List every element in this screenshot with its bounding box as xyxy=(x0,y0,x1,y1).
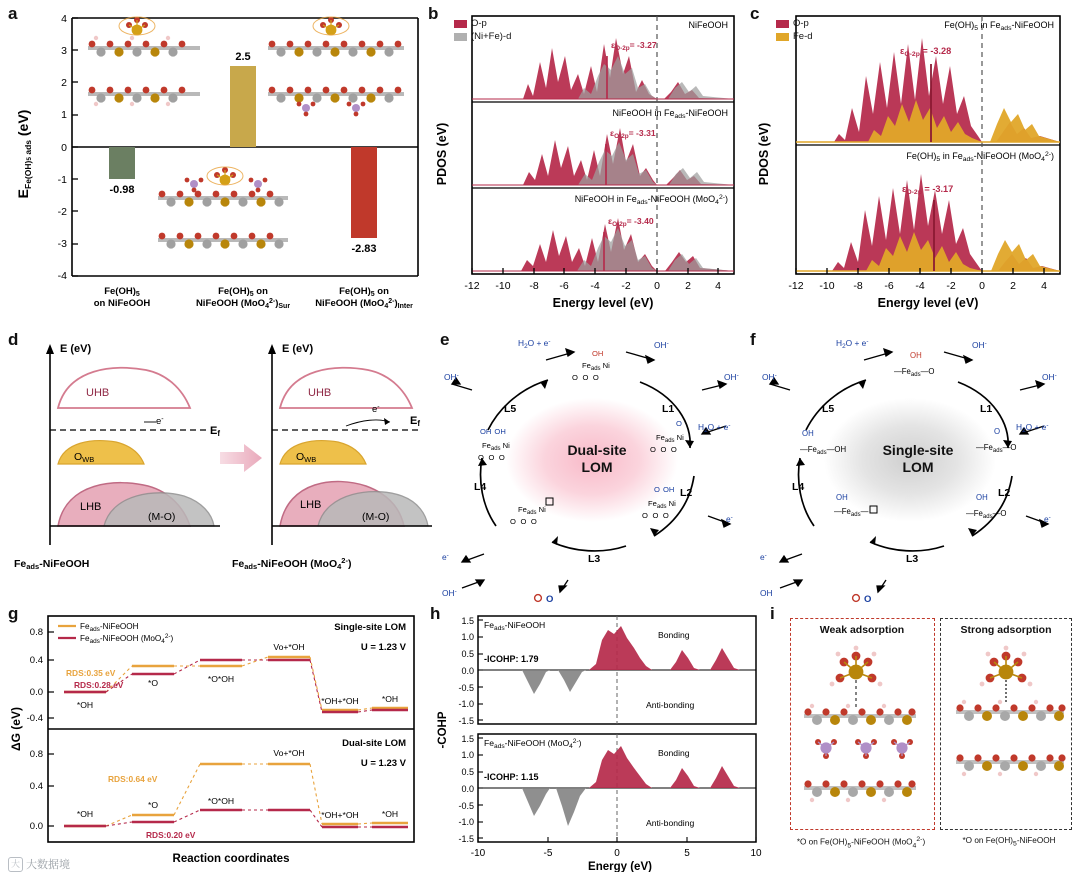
svg-text:-4: -4 xyxy=(590,280,600,292)
panel-f-center-line1: Single-site xyxy=(882,442,954,458)
svg-text:1.5: 1.5 xyxy=(461,734,474,744)
panel-h-bottom-icohp: -ICOHP: 1.15 xyxy=(484,772,539,782)
legend-swatch-o-p-c xyxy=(776,20,789,28)
svg-text:-1.0: -1.0 xyxy=(458,699,474,709)
bar-fe-oh5-mo-inter xyxy=(351,147,377,238)
panel-d-left-ef: Ef xyxy=(210,425,221,438)
svg-text:-2: -2 xyxy=(621,280,631,292)
legend-label-nife-d: (Ni+Fe)-d xyxy=(471,31,512,42)
panel-c-legend xyxy=(776,18,813,42)
panel-d-left-band-owb: OWB xyxy=(74,451,95,464)
svg-text:0.5: 0.5 xyxy=(461,767,474,777)
panel-e-center-line2: LOM xyxy=(581,458,613,475)
panel-f-io-h2o-e-right: $H_2O + e^-$ xyxy=(1016,422,1049,434)
inset-structure-3 xyxy=(158,167,288,249)
svg-text:2: 2 xyxy=(1010,280,1016,292)
panel-f-step-l5: L5 xyxy=(822,403,835,415)
svg-text:5: 5 xyxy=(684,848,690,859)
panel-h-chart xyxy=(430,604,770,872)
panel-d-left-ytitle: E (eV) xyxy=(60,343,92,355)
panel-h-label: h xyxy=(430,604,441,623)
svg-text:0.4: 0.4 xyxy=(29,655,43,666)
panel-g-legend xyxy=(58,622,174,645)
svg-text:-10: -10 xyxy=(819,280,835,292)
panel-h-bottom-yticks xyxy=(458,734,474,844)
svg-text:Feads Ni: $Fe_{ads}$ Ni xyxy=(648,499,676,510)
panel-i xyxy=(770,604,1078,872)
panel-g-top-states xyxy=(77,642,398,710)
svg-text:on NiFeOOH: on NiFeOOH xyxy=(93,298,151,309)
svg-text:Fe(OH)5: $Fe(OH)_5$ xyxy=(104,286,140,298)
legend-swatch-fe-d xyxy=(776,33,789,41)
panel-h-bottom-bonding: Bonding xyxy=(658,748,690,758)
panel-f-io-oh-bl: OH xyxy=(760,588,773,598)
svg-text:*OH: *OH xyxy=(381,694,399,704)
panel-e-io-o: O xyxy=(546,594,554,605)
pdos-c-sub2 xyxy=(796,151,1060,271)
svg-text:OH: OH xyxy=(976,493,988,502)
panel-h-bottom xyxy=(458,734,762,872)
svg-text:1: 1 xyxy=(61,109,67,121)
svg-text:—Feads—O: $—Fe_{ads}—O$ xyxy=(894,367,935,378)
svg-text:0: 0 xyxy=(654,280,660,292)
panel-e-io-e-br: e- xyxy=(726,514,733,524)
svg-text:4: 4 xyxy=(1041,280,1047,292)
svg-text:0.0: 0.0 xyxy=(29,687,43,698)
panel-a-label: a xyxy=(8,4,18,23)
svg-text:-2: -2 xyxy=(946,280,956,292)
svg-text:Feads Ni: $Fe_{ads}$ Ni xyxy=(482,441,510,452)
svg-text:-4: -4 xyxy=(915,280,925,292)
svg-text:-1.5: -1.5 xyxy=(458,834,474,844)
bar-label-2: 2.5 xyxy=(235,51,251,63)
panel-f-step-l2: L2 xyxy=(998,487,1011,499)
svg-text:Fe(OH)5 on: $Fe(OH)_5$ on xyxy=(218,286,268,298)
panel-h xyxy=(430,604,770,872)
panel-g-top-yticks xyxy=(27,627,43,724)
panel-f-center-line2: LOM xyxy=(902,458,934,475)
panel-g-top-rds-orange: RDS:0.35 eV xyxy=(66,668,116,678)
svg-text:*O: *O xyxy=(147,678,159,688)
panel-d-right-band-owb: OWB xyxy=(296,451,317,464)
panel-a-chart xyxy=(6,4,426,324)
panel-d-right-band-lhb: LHB xyxy=(300,499,322,511)
svg-text:0: 0 xyxy=(614,848,620,859)
pdos-c-sub1 xyxy=(796,20,1060,142)
svg-text:O O O: O O O xyxy=(642,511,669,520)
svg-text:0: 0 xyxy=(61,142,67,154)
svg-text:0.0: 0.0 xyxy=(461,784,474,794)
svg-text:*O*OH: *O*OH xyxy=(207,796,235,806)
svg-text:0.0: 0.0 xyxy=(29,821,43,832)
svg-text:OH: OH xyxy=(802,429,814,438)
panel-a-ylabel xyxy=(15,110,33,199)
panel-c xyxy=(750,4,1076,324)
panel-b-sub3-title: NiFeOOH in $Fe_{ads}$-NiFeOOH (MoO$_4^{2-}$) xyxy=(574,194,728,206)
bar-label-3: -2.83 xyxy=(351,243,377,255)
panel-c-eps-2: $\varepsilon_{O-2p} = -3.17$ xyxy=(902,184,954,196)
panel-d-left-band-uhb: UHB xyxy=(86,387,110,399)
svg-text:NiFeOOH (MoO42-)Inter: NiFeOOH $(MoO_4^{2-})_{Inter}$ xyxy=(315,298,413,310)
svg-text:—Feads—O: $—Fe_{ads}—O$ xyxy=(976,443,1017,454)
watermark-badge: 大 xyxy=(8,857,23,872)
legend-swatch-nife-d xyxy=(454,33,467,41)
svg-text:-3: -3 xyxy=(57,238,67,250)
panel-i-left-caption: *O on $Fe(OH)_5$-NiFeOOH (MoO$_4^{2-}$) xyxy=(796,836,926,850)
svg-text:-12: -12 xyxy=(464,280,480,292)
panel-i-right-caption: *O on $Fe(OH)_5$-NiFeOOH xyxy=(962,836,1056,848)
panel-h-xticks xyxy=(471,848,762,859)
panel-h-top-title: $Fe_{ads}$-NiFeOOH xyxy=(484,620,546,632)
panel-i-label: i xyxy=(770,604,775,623)
svg-text:O: O xyxy=(994,427,1001,436)
panel-f-io-h2o-e-top: $H_2O + e^-$ xyxy=(836,338,869,350)
panel-b-ylabel: PDOS (eV) xyxy=(435,122,449,186)
panel-i-structures xyxy=(770,604,1078,844)
svg-text:-0.5: -0.5 xyxy=(458,683,474,693)
svg-text:1.0: 1.0 xyxy=(461,632,474,642)
panel-d-label: d xyxy=(8,330,19,349)
svg-text:-6: -6 xyxy=(884,280,894,292)
panel-b-xticks xyxy=(464,280,721,292)
svg-text:-2: -2 xyxy=(57,206,67,218)
panel-c-sub1-title: $Fe(OH)_5$ in $Fe_{ads}$-NiFeOOH xyxy=(944,20,1054,32)
panel-f-center-label xyxy=(868,442,968,476)
panel-h-bottom-antibonding: Anti-bonding xyxy=(646,818,695,828)
panel-g-bottom-potential: U = 1.23 V xyxy=(360,758,406,769)
panel-c-eps-1: $\varepsilon_{O-2p} = -3.28$ xyxy=(900,46,952,58)
panel-d-right-electron: e- xyxy=(372,404,380,415)
svg-text:OH: OH xyxy=(836,493,848,502)
panel-e-io-oh-top: OH- xyxy=(654,340,669,350)
svg-text:*O: *O xyxy=(147,800,159,810)
panel-f-step-l3: L3 xyxy=(906,553,919,565)
panel-h-top-yticks xyxy=(458,616,474,726)
bar-fe-oh5-on-nifeooh xyxy=(109,147,135,179)
panel-e-io-e-bl: e- xyxy=(442,552,449,562)
svg-text:—Feads—O: $—Fe_{ads}—O$ xyxy=(966,509,1007,520)
panel-i-right-title: Strong adsorption xyxy=(960,624,1052,636)
panel-h-top-bonding: Bonding xyxy=(658,630,690,640)
panel-b-label: b xyxy=(428,4,439,23)
svg-text:10: 10 xyxy=(750,848,762,859)
panel-g-xlabel: Reaction coordinates xyxy=(172,853,290,865)
svg-text:Vo+*OH: Vo+*OH xyxy=(273,642,305,652)
svg-text:0: 0 xyxy=(979,280,985,292)
svg-text:*OH: *OH xyxy=(381,809,399,819)
panel-e-sp-top-oh: OH xyxy=(592,349,604,358)
pdos-b-sub2 xyxy=(472,108,734,185)
svg-text:OH: OH xyxy=(910,351,922,360)
panel-g-bottom-title: Dual-site LOM xyxy=(342,738,406,749)
svg-text:*O*OH: *O*OH xyxy=(207,674,235,684)
panel-f-io-oh-top: OH- xyxy=(972,340,987,350)
panel-d-right-ytitle: E (eV) xyxy=(282,343,314,355)
svg-text:O OH: O OH xyxy=(654,485,675,494)
panel-e-io-oh-left: OH- xyxy=(444,372,459,382)
panel-g-legend-1: $Fe_{ads}$-NiFeOOH xyxy=(80,622,139,633)
svg-text:4: 4 xyxy=(61,13,67,25)
panel-d-transition-arrow xyxy=(220,444,262,472)
svg-text:*OH+*OH: *OH+*OH xyxy=(321,810,359,820)
panel-f-io-e-bl: e- xyxy=(760,552,767,562)
svg-text:-10: -10 xyxy=(495,280,511,292)
watermark xyxy=(8,856,70,872)
svg-text:-0.5: -0.5 xyxy=(458,801,474,811)
panel-b-sub2-title: NiFeOOH in $Fe_{ads}$-NiFeOOH xyxy=(612,108,728,120)
legend-label-o-p-c: O-p xyxy=(793,18,809,29)
panel-f-io-e-br: e- xyxy=(1044,514,1051,524)
panel-e-step-l3: L3 xyxy=(588,553,601,565)
svg-text:Vo+*OH: Vo+*OH xyxy=(273,748,305,758)
panel-b-eps-3: $\varepsilon_{O-2p}= -3.40$ xyxy=(608,216,654,228)
svg-text:*OH: *OH xyxy=(76,809,94,819)
panel-f-step-l1: L1 xyxy=(980,403,993,415)
panel-c-label: c xyxy=(750,4,760,23)
panel-f-io-oh-left: OH- xyxy=(762,372,777,382)
svg-text:2: 2 xyxy=(685,280,691,292)
legend-label-fe-d: Fe-d xyxy=(793,31,813,42)
panel-d-left xyxy=(14,343,220,571)
panel-d-left-band-mo: (M-O) xyxy=(148,511,176,523)
svg-text:-10: -10 xyxy=(470,848,486,859)
panel-h-top xyxy=(458,616,756,726)
panel-d-right-band-uhb: UHB xyxy=(308,387,332,399)
panel-h-ylabel: -COHP xyxy=(437,711,449,749)
inset-structure-2 xyxy=(268,17,404,116)
panel-b-eps-1: $\varepsilon_{O-2p}= -3.27$ xyxy=(611,40,657,52)
svg-text:OH OH: OH OH xyxy=(480,427,506,436)
svg-text:0.4: 0.4 xyxy=(29,781,43,792)
panel-h-bottom-title: $Fe_{ads}$-NiFeOOH (MoO$_4^{2-}$) xyxy=(484,738,582,750)
svg-text:*OH+*OH: *OH+*OH xyxy=(321,696,359,706)
panel-g xyxy=(6,604,426,872)
svg-text:-1: -1 xyxy=(57,174,67,186)
panel-g-legend-2: $Fe_{ads}$-NiFeOOH (MoO$_4^{2-}$) xyxy=(80,633,174,645)
panel-e-sp-right: $Fe_{ads}$ Ni xyxy=(656,433,684,444)
svg-text:O: O xyxy=(676,419,682,428)
svg-text:O O O: O O O xyxy=(650,445,677,454)
svg-text:EFe(OH)5 ads (eV): $E_{Fe(OH)}5$ ads (eV) xyxy=(15,109,33,199)
panel-d-left-electron: e- xyxy=(156,416,164,427)
svg-text:1.0: 1.0 xyxy=(461,750,474,760)
panel-g-top-potential: U = 1.23 V xyxy=(360,642,406,653)
panel-f-label: f xyxy=(750,330,756,349)
svg-text:Fe(OH)5 on: $Fe(OH)_5$ on xyxy=(339,286,389,298)
panel-c-ylabel: PDOS (eV) xyxy=(757,122,771,186)
svg-text:4: 4 xyxy=(715,280,721,292)
svg-text:*OH: *OH xyxy=(76,700,94,710)
panel-e-io-h2o-e-right: $H_2O + e^-$ xyxy=(698,422,731,434)
panel-e xyxy=(440,330,750,605)
panel-g-bottom-yticks xyxy=(30,749,43,832)
panel-b xyxy=(428,4,748,324)
panel-b-xlabel: Energy level (eV) xyxy=(552,296,654,310)
svg-text:2: 2 xyxy=(61,77,67,89)
panel-c-sub2-title: $Fe(OH)_5$ in $Fe_{ads}$-NiFeOOH (MoO$_4^{2-}$) xyxy=(906,151,1054,163)
panel-g-top-title: Single-site LOM xyxy=(334,622,406,633)
panel-i-left-title: Weak adsorption xyxy=(819,624,905,636)
panel-f xyxy=(750,330,1075,605)
panel-d-right-caption: Feads-NiFeOOH $(MoO4^{2-})$ xyxy=(232,556,352,571)
pdos-b-sub3 xyxy=(472,194,734,271)
panel-d-left-caption: Feads-NiFeOOH xyxy=(14,558,90,571)
panel-e-sp-top-o: O O O xyxy=(572,373,599,382)
panel-e-step-l5: L5 xyxy=(504,403,517,415)
svg-text:-5: -5 xyxy=(543,848,553,859)
panel-d-diagram xyxy=(6,330,436,600)
svg-text:-1.0: -1.0 xyxy=(458,817,474,827)
panel-h-top-icohp: -ICOHP: 1.79 xyxy=(484,654,539,664)
svg-text:-1.5: -1.5 xyxy=(458,716,474,726)
panel-b-legend xyxy=(454,18,511,42)
panel-e-center-line1: Dual-site xyxy=(567,442,627,458)
bar-label-1: -0.98 xyxy=(109,184,135,196)
svg-text:-0.4: -0.4 xyxy=(26,713,43,724)
panel-c-xticks xyxy=(788,280,1047,292)
svg-text:O O O: O O O xyxy=(510,517,537,526)
svg-text:0.0: 0.0 xyxy=(461,666,474,676)
panel-d-left-band-lhb: LHB xyxy=(80,501,102,513)
panel-d-right-ef: Ef xyxy=(410,415,421,428)
panel-e-center-label xyxy=(552,442,642,476)
panel-i-left-structure xyxy=(804,646,916,803)
inset-structure-1 xyxy=(88,17,200,106)
svg-text:—Feads—OH: $—Fe_{ads}—OH$ xyxy=(800,445,847,456)
panel-d-right-band-mo: (M-O) xyxy=(362,511,390,523)
svg-text:0.8: 0.8 xyxy=(29,627,43,638)
panel-b-sub1-title: NiFeOOH xyxy=(688,20,728,30)
svg-text:—Feads—: $—Fe_{ads}—$ xyxy=(834,507,869,518)
panel-d xyxy=(6,330,436,600)
panel-h-top-antibonding: Anti-bonding xyxy=(646,700,695,710)
svg-text:-4: -4 xyxy=(57,270,67,282)
watermark-text: 大数据境 xyxy=(26,859,70,871)
svg-text:-12: -12 xyxy=(788,280,804,292)
panel-c-xlabel: Energy level (eV) xyxy=(877,296,979,310)
panel-g-bottom-rds-red: RDS:0.20 eV xyxy=(146,830,196,840)
panel-i-right-structure xyxy=(956,646,1066,777)
panel-g-ylabel: ΔG (eV) xyxy=(9,707,23,751)
svg-text:Feads Ni: $Fe_{ads}$ Ni xyxy=(518,505,546,516)
bar-fe-oh5-mo-sur xyxy=(230,66,256,147)
svg-text:-8: -8 xyxy=(529,280,539,292)
panel-e-step-l2: L2 xyxy=(680,487,693,499)
svg-text:NiFeOOH (MoO42-)Sur: NiFeOOH $(MoO_4^{2-})_{Sur}$ xyxy=(195,298,291,310)
panel-e-io-oh-bl: OH- xyxy=(442,588,457,598)
panel-f-step-l4: L4 xyxy=(792,481,805,493)
panel-a xyxy=(6,4,426,324)
panel-g-chart xyxy=(6,604,426,872)
panel-g-label: g xyxy=(8,604,19,623)
panel-b-eps-2: $\varepsilon_{O-2p}= -3.31$ xyxy=(610,128,656,140)
svg-text:-6: -6 xyxy=(559,280,569,292)
panel-e-io-oh-right: OH- xyxy=(724,372,739,382)
panel-g-bottom xyxy=(30,738,408,840)
panel-a-xlabels xyxy=(94,286,413,310)
panel-g-bottom-rds-orange: RDS:0.64 eV xyxy=(108,774,158,784)
panel-e-label: e xyxy=(440,330,450,349)
svg-text:0.5: 0.5 xyxy=(461,649,474,659)
legend-swatch-o-p xyxy=(454,20,467,28)
panel-d-right xyxy=(232,343,432,571)
panel-f-io-o: O xyxy=(864,594,872,605)
panel-h-xlabel: Energy (eV) xyxy=(588,861,652,872)
panel-c-chart xyxy=(750,4,1076,324)
svg-text:1.5: 1.5 xyxy=(461,616,474,626)
panel-g-top-rds-red: RDS:0.28 eV xyxy=(74,680,124,690)
panel-b-chart xyxy=(428,4,748,324)
panel-e-io-h2o-e-top: $H_2O + e^-$ xyxy=(518,338,551,350)
svg-text:O O O: O O O xyxy=(478,453,505,462)
svg-text:-8: -8 xyxy=(853,280,863,292)
svg-text:3: 3 xyxy=(61,45,67,57)
panel-e-step-l1: L1 xyxy=(662,403,675,415)
svg-text:0.8: 0.8 xyxy=(29,749,43,760)
legend-label-o-p: O-p xyxy=(471,18,487,29)
panel-f-io-oh-right: OH- xyxy=(1042,372,1057,382)
panel-e-step-l4: L4 xyxy=(474,481,487,493)
panel-e-sp-top: $Fe_{ads}$ Ni xyxy=(582,361,610,372)
